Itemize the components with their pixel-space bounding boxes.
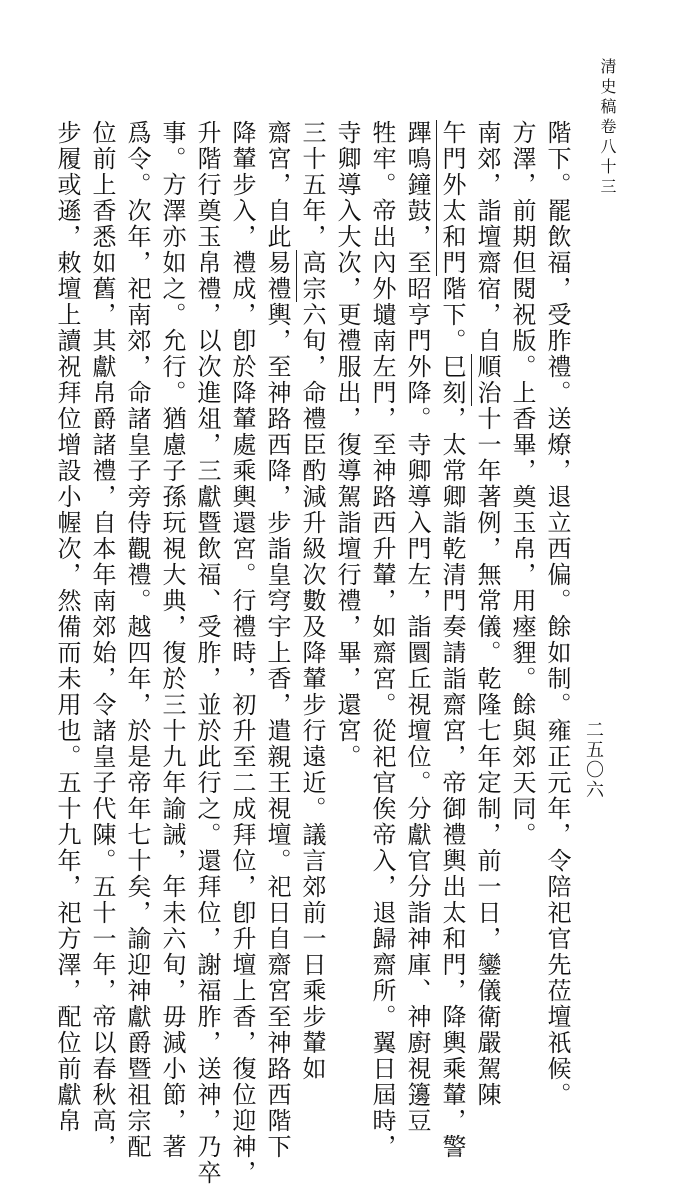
text-column [189, 120, 224, 1186]
text-segment: 齋宮，自此易禮輿，至神路西降，步詣皇穹宇上香，遣親王視壇。祀日自齋宮至神路西階下 [263, 120, 291, 1160]
text-segment: 寺卿導入大次，更禮服出，復導駕詣壇行禮，畢，還宮。 [333, 120, 361, 770]
text-column [294, 120, 329, 1082]
page-number: 二五〇六 [583, 720, 604, 800]
text-column [434, 120, 469, 1160]
text-segment: 方澤，前期但閱祝版。上香畢，奠玉帛，用瘞貍。餘與郊天同。 [508, 120, 536, 848]
text-segment: 步履或遜，敕壇上讀祝拜位增設小幄次，然備而未用也。五十九年，祀方澤，配位前獻帛 [53, 120, 81, 1134]
text-segment: 階下。巳刻，太常卿詣乾清門奏請詣齋宮，帝御禮輿出太和門，降輿乘輦，警 [438, 276, 466, 1160]
text-column [154, 120, 189, 1160]
text-segment: 十一年著例，無常儀。乾隆七年定制，前一日，鑾儀衛嚴駕陳 [473, 406, 501, 1108]
text-segment: 六旬，命禮臣酌減升級次數及降輦步行遠近。議言郊前一日乘步輦如 [298, 302, 326, 1082]
text-column [539, 120, 574, 1108]
body-text [53, 120, 574, 1186]
text-segment: 牲牢。帝出內外壝南左門，至神路西升輦，如齋宮。從祀官俟帝入，退歸齋所。翼日屆時， [368, 120, 396, 1160]
running-head: 清史稿卷八十三 [598, 58, 617, 198]
text-segment: 升階行奠玉帛禮，以次進俎，三獻暨飲福、受胙，並於此行之。還拜位，謝福胙，送神，乃卒 [193, 120, 221, 1186]
text-column [259, 120, 294, 1160]
text-column [364, 120, 399, 1160]
proper-noun-mark: 午門外太和門 [438, 120, 466, 276]
proper-noun-mark: 高宗 [298, 250, 326, 302]
text-segment: 南郊，詣壇齋宿，自 [473, 120, 501, 354]
text-segment: 降輦步入，禮成，卽於降輦處乘輿還宮。行禮時，初升至二成拜位，卽升壇上香，復位迎神， [228, 120, 256, 1186]
text-column [224, 120, 259, 1186]
text-column [504, 120, 539, 980]
text-segment: 事。方澤亦如之。允行。猶慮子孫玩視大典，復於三十九年諭誡，年未六旬，毋減小節，著 [158, 120, 186, 1160]
text-segment: 三十五年， [298, 120, 326, 250]
text-segment: 蹕鳴鐘鼓，至昭亨門外降。寺卿導入門左，詣圜丘視壇位。分獻官分詣神庫、神廚視籩豆 [403, 120, 431, 1134]
text-column [49, 120, 84, 1134]
text-segment: 階下。罷飲福，受胙禮。送燎，退立西偏。餘如制。雍正元年，令陪祀官先莅壇祇候。 [543, 120, 571, 1108]
text-column [329, 120, 364, 980]
text-segment: 爲令。次年，祀南郊，命諸皇子旁侍觀禮。越四年，於是帝年七十矣，諭迎神獻爵暨祖宗配 [123, 120, 151, 1160]
text-column [84, 120, 119, 1160]
text-column [399, 120, 434, 1134]
text-column [469, 120, 504, 1108]
text-column [119, 120, 154, 1160]
proper-noun-mark: 順治 [473, 354, 501, 406]
text-segment: 位前上香悉如舊，其獻帛爵諸禮，自本年南郊始，令諸皇子代陳。五十一年，帝以春秋高， [88, 120, 116, 1160]
